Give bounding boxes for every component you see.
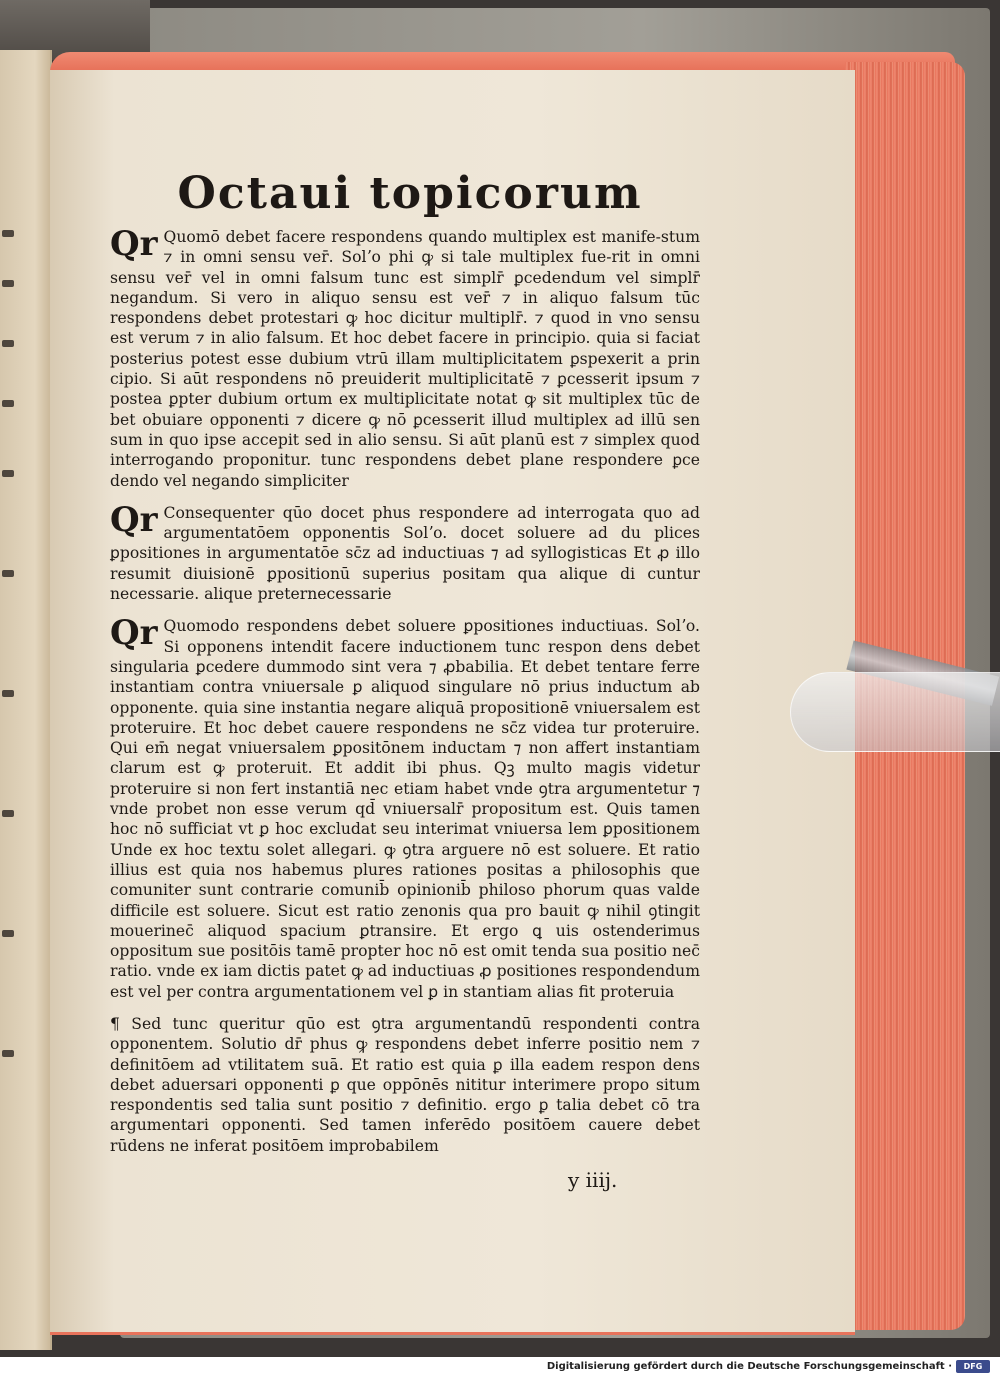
facing-page-text-fragment	[2, 230, 14, 237]
facing-page-text-fragment	[2, 470, 14, 477]
paragraph-body: Consequenter qūo docet phus respondere ad interrogata quo ad argumentatōem opponentis Solʼo. docet soluere ad du plices ꝑpositiones in argumentatōe sc̄z ad inductiuas ⁊ ad syllogisticas Et ꝓ illo resumit diuisionē ꝑpositionū superius positam qua alique di cuntur necessarie. alique preternecessarie	[110, 503, 700, 604]
facing-page-text-fragment	[2, 810, 14, 817]
paragraph-initial: Qr	[110, 499, 158, 540]
paragraph-4	[110, 1014, 700, 1156]
paragraph-3	[110, 613, 700, 1002]
signature-mark: y iiij.	[568, 1168, 618, 1192]
paragraph-initial: Qr	[110, 613, 158, 654]
facing-page-text-fragment	[2, 930, 14, 937]
facing-page-text-fragment	[2, 690, 14, 697]
dfg-logo-icon: DFG	[956, 1360, 990, 1373]
page-heading: Octaui topicorum	[177, 168, 643, 219]
paragraph-body: Quomō debet facere respondens quando multiplex est manife-stum ⁊ in omni sensu ver̄. Solʼo phi ꝙ si tale multiplex fue-rit in omni sensu ver̄ vel in omni falsum tunc est simplr̄ ꝑcedendum vel simplr̄ negandum. Si vero in aliquo sensu est ver̄ ⁊ in aliquo falsum tūc respondens debet protestari ꝙ hoc dicitur multiplr̄. ⁊ quod in vno sensu est verum ⁊ in alio falsum. Et hoc debet facere in principio. quia si faciat posterius potest esse dubium vtrū illam multiplicitatem ꝑspexerit a prin cipio. Si aūt respondens nō preuiderit multiplicitatē ⁊ ꝑcesserit ipsum ⁊ postea ꝑpter dubium ortum ex multiplicitate notat ꝙ sit multiplex tūc de bet obuiare opponenti ⁊ dicere ꝙ nō ꝑcesserit illud multiplex ad illū sen sum in quo ipse accepit sed in alio sensu. Si aūt planū est ⁊ simplex quod interrogando proponitur. tunc respondens debet plane respondere ꝑce dendo vel negando simpliciter	[110, 228, 700, 490]
page-text	[110, 168, 700, 1168]
credit-bar	[0, 1357, 1000, 1377]
facing-page-text-fragment	[2, 1050, 14, 1057]
pilcrow-mark: ¶	[110, 1014, 120, 1033]
paragraph-body: Sed tunc queritur qūo est ꝯtra argumentandū respondenti contra opponentem. Solutio dr̄ phus ꝙ respondens debet inferre positio nem ⁊ definitōem ad vtilitatem suā. Et ratio est quia ꝑ illa eadem respon dens debet aduersari opponenti ꝑ que oppōnēs nititur interimere propo situm respondentis sed talia sunt positio ⁊ definitio. ergo ꝑ talia debet cō tra argumentari opponenti. Sed tamen inferēdo positōem cauere debet rūdens ne inferat positōem improbabilem	[110, 1014, 700, 1155]
facing-page-text-fragment	[2, 340, 14, 347]
facing-page-text-fragment	[2, 280, 14, 287]
paragraph-1	[110, 224, 700, 491]
paragraph-initial: Qr	[110, 224, 158, 264]
credit-text: Digitalisierung gefördert durch die Deutsche Forschungsgemeinschaft ·	[546, 1361, 952, 1372]
facing-page-text-fragment	[2, 570, 14, 577]
facing-page-text-fragment	[2, 400, 14, 407]
paragraph-2	[110, 499, 700, 604]
page-clip	[790, 672, 1000, 752]
paragraph-body: Quomodo respondens debet soluere ꝑpositiones inductiuas. Solʼo. Si opponens intendit facere inductionem tunc respon dens debet singularia ꝑcedere dummodo sint vera ⁊ ꝓbabilia. Et debet tentare ferre instantiam contra vniuersale ꝑ aliquod singulare nō prius inductum ab opponente. quia sine instantia negare aliquā propositionē vniuersalem est proteruire. Et hoc debet cauere respondens ne sc̄z videa tur proteruire. Qui em̄ negat vniuersalem ꝑpositōnem inductam ⁊ non affert instantiam clarum est ꝙ proteruit. Et addit ibi phus. Qꝫ multo magis videtur proteruire si non fert instantiā nec etiam habet vnde ꝯtra argumentetur ⁊ vnde probet non esse verum qd̄ vniuersalr̄ propositum est. Quis tamen hoc nō sufficiat vt ꝑ hoc excludat seu interimat vniuersa lem ꝑpositionem Unde ex hoc textu solet allegari. ꝙ ꝯtra arguere nō est soluere. Et ratio illius est quia nos habemus plures rationes positas a philosophis que comuniter sunt contrarie comunib̄ opinionib̄ philoso phorum quas valde difficile est soluere. Sicut est ratio zenonis qua pro bauit ꝙ nihil ꝯtingit mouerinec̄ aliquod spacium ꝑtransire. Et ergo ꝗ uis ostenderimus oppositum sue positōis tamē propter hoc nō est omit tenda sua positio nec̄ ratio. vnde ex iam dictis patet ꝙ ad inductiuas ꝓ positiones respondendum est vel per contra argumentationem vel ꝑ in stantiam alias fit proteruia	[110, 617, 700, 1001]
facing-page-edge	[0, 50, 52, 1350]
